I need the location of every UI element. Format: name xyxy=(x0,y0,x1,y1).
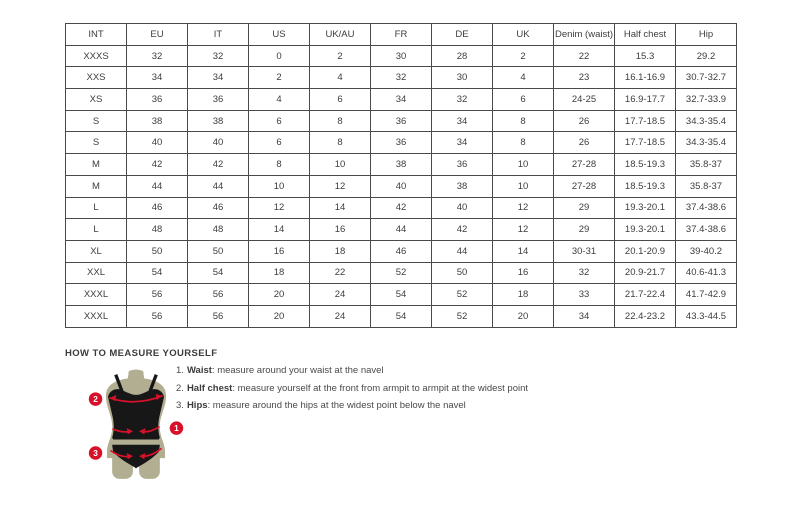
table-cell: 29.2 xyxy=(676,45,737,67)
table-cell: 21.7-22.4 xyxy=(615,284,676,306)
table-cell: 44 xyxy=(127,175,188,197)
table-cell: 30 xyxy=(371,45,432,67)
table-cell: 26 xyxy=(554,110,615,132)
table-cell: 24 xyxy=(310,284,371,306)
table-cell: 16 xyxy=(249,240,310,262)
table-cell: 20 xyxy=(493,305,554,327)
table-cell: 46 xyxy=(188,197,249,219)
table-cell: 26 xyxy=(554,132,615,154)
table-cell: 8 xyxy=(310,132,371,154)
table-cell: XL xyxy=(66,240,127,262)
table-cell: 34 xyxy=(127,67,188,89)
table-cell: 40 xyxy=(371,175,432,197)
badge-hips-number: 3 xyxy=(93,448,98,459)
table-cell: 32 xyxy=(554,262,615,284)
step-text: : measure around the hips at the widest point below the navel xyxy=(207,400,466,412)
table-cell: 17.7-18.5 xyxy=(615,132,676,154)
table-cell: 24-25 xyxy=(554,89,615,111)
table-cell: 30-31 xyxy=(554,240,615,262)
table-cell: 34 xyxy=(554,305,615,327)
table-cell: 18 xyxy=(310,240,371,262)
table-cell: 20.1-20.9 xyxy=(615,240,676,262)
table-cell: XS xyxy=(66,89,127,111)
table-cell: XXXL xyxy=(66,305,127,327)
column-header-eu: EU xyxy=(127,24,188,46)
table-cell: 12 xyxy=(493,197,554,219)
table-cell: 10 xyxy=(249,175,310,197)
table-cell: 16 xyxy=(493,262,554,284)
table-cell: 33 xyxy=(554,284,615,306)
table-cell: 20 xyxy=(249,284,310,306)
table-cell: 22.4-23.2 xyxy=(615,305,676,327)
table-cell: 2 xyxy=(249,67,310,89)
column-header-denim-waist-: Denim (waist) xyxy=(554,24,615,46)
table-cell: 24 xyxy=(310,305,371,327)
column-header-uk-au: UK/AU xyxy=(310,24,371,46)
table-row xyxy=(66,110,737,132)
table-cell: 36 xyxy=(188,89,249,111)
table-cell: 54 xyxy=(188,262,249,284)
measure-section-title: HOW TO MEASURE YOURSELF xyxy=(65,348,218,359)
measure-step-hips xyxy=(176,400,528,418)
table-cell: 38 xyxy=(371,154,432,176)
table-cell: 34.3-35.4 xyxy=(676,132,737,154)
table-cell: XXXL xyxy=(66,284,127,306)
table-cell: 36 xyxy=(371,110,432,132)
table-cell: 29 xyxy=(554,197,615,219)
table-cell: 34 xyxy=(188,67,249,89)
table-cell: 32 xyxy=(371,67,432,89)
table-cell: 43.3-44.5 xyxy=(676,305,737,327)
table-row xyxy=(66,240,737,262)
table-cell: XXS xyxy=(66,67,127,89)
table-cell: 10 xyxy=(310,154,371,176)
table-cell: 36 xyxy=(432,154,493,176)
table-cell: 30.7-32.7 xyxy=(676,67,737,89)
table-cell: 42 xyxy=(127,154,188,176)
table-cell: 38 xyxy=(127,110,188,132)
table-cell: M xyxy=(66,154,127,176)
table-cell: 28 xyxy=(432,45,493,67)
table-cell: 40 xyxy=(127,132,188,154)
table-cell: 37.4-38.6 xyxy=(676,197,737,219)
table-cell: 16 xyxy=(310,219,371,241)
table-cell: 52 xyxy=(432,284,493,306)
table-cell: 56 xyxy=(127,284,188,306)
table-cell: S xyxy=(66,110,127,132)
table-cell: 39-40.2 xyxy=(676,240,737,262)
table-row xyxy=(66,197,737,219)
table-cell: 48 xyxy=(188,219,249,241)
table-cell: 36 xyxy=(127,89,188,111)
column-header-us: US xyxy=(249,24,310,46)
table-row xyxy=(66,67,737,89)
table-cell: 40 xyxy=(188,132,249,154)
table-cell: 8 xyxy=(310,110,371,132)
table-cell: 20.9-21.7 xyxy=(615,262,676,284)
measurement-figure xyxy=(84,369,188,481)
table-cell: 40 xyxy=(432,197,493,219)
table-cell: 4 xyxy=(249,89,310,111)
table-cell: 19.3-20.1 xyxy=(615,197,676,219)
table-cell: 14 xyxy=(249,219,310,241)
table-cell: 18 xyxy=(249,262,310,284)
table-cell: 16.9-17.7 xyxy=(615,89,676,111)
table-cell: 35.8-37 xyxy=(676,154,737,176)
column-header-half-chest: Half chest xyxy=(615,24,676,46)
table-cell: 42 xyxy=(371,197,432,219)
table-cell: 32 xyxy=(188,45,249,67)
table-cell: 35.8-37 xyxy=(676,175,737,197)
table-cell: 17.7-18.5 xyxy=(615,110,676,132)
table-cell: 4 xyxy=(493,67,554,89)
measure-steps xyxy=(176,365,528,418)
step-number: 3. xyxy=(176,400,184,412)
table-cell: 10 xyxy=(493,154,554,176)
column-header-hip: Hip xyxy=(676,24,737,46)
table-cell: 22 xyxy=(310,262,371,284)
table-cell: XXL xyxy=(66,262,127,284)
table-cell: 32.7-33.9 xyxy=(676,89,737,111)
badge-chest-number: 2 xyxy=(93,394,98,405)
table-cell: 37.4-38.6 xyxy=(676,219,737,241)
table-cell: 38 xyxy=(188,110,249,132)
table-cell: 38 xyxy=(432,175,493,197)
table-row xyxy=(66,262,737,284)
table-row xyxy=(66,89,737,111)
table-cell: 30 xyxy=(432,67,493,89)
table-cell: 14 xyxy=(310,197,371,219)
badge-waist-number: 1 xyxy=(174,423,179,434)
table-cell: 0 xyxy=(249,45,310,67)
table-cell: 8 xyxy=(493,110,554,132)
table-cell: 48 xyxy=(127,219,188,241)
table-cell: 27-28 xyxy=(554,175,615,197)
step-label: Half chest xyxy=(186,382,233,394)
table-cell: 50 xyxy=(127,240,188,262)
table-cell: 20 xyxy=(249,305,310,327)
table-row xyxy=(66,305,737,327)
table-cell: 6 xyxy=(493,89,554,111)
table-cell: 19.3-20.1 xyxy=(615,219,676,241)
step-number: 1. xyxy=(176,365,184,376)
table-cell: 6 xyxy=(249,132,310,154)
table-cell: 22 xyxy=(554,45,615,67)
table-cell: 54 xyxy=(371,284,432,306)
table-cell: 34 xyxy=(432,132,493,154)
table-cell: 36 xyxy=(371,132,432,154)
step-label: Waist xyxy=(186,365,212,376)
table-cell: 34 xyxy=(432,110,493,132)
table-cell: 6 xyxy=(310,89,371,111)
table-cell: 12 xyxy=(493,219,554,241)
table-cell: L xyxy=(66,197,127,219)
table-cell: 54 xyxy=(127,262,188,284)
size-chart-table xyxy=(65,23,737,328)
table-cell: L xyxy=(66,219,127,241)
table-cell: 56 xyxy=(188,284,249,306)
table-cell: 54 xyxy=(371,305,432,327)
table-cell: 18.5-19.3 xyxy=(615,175,676,197)
table-row xyxy=(66,45,737,67)
column-header-int: INT xyxy=(66,24,127,46)
table-row xyxy=(66,132,737,154)
table-cell: 10 xyxy=(493,175,554,197)
table-cell: XXXS xyxy=(66,45,127,67)
measure-step-half-chest xyxy=(176,383,528,401)
table-cell: 8 xyxy=(493,132,554,154)
table-cell: 40.6-41.3 xyxy=(676,262,737,284)
table-cell: 2 xyxy=(310,45,371,67)
table-cell: 42 xyxy=(188,154,249,176)
table-cell: 14 xyxy=(493,240,554,262)
table-cell: 18.5-19.3 xyxy=(615,154,676,176)
table-header-row xyxy=(66,24,737,46)
table-cell: M xyxy=(66,175,127,197)
table-cell: 4 xyxy=(310,67,371,89)
table-cell: 6 xyxy=(249,110,310,132)
column-header-de: DE xyxy=(432,24,493,46)
table-cell: 44 xyxy=(432,240,493,262)
table-cell: 50 xyxy=(188,240,249,262)
table-cell: 34.3-35.4 xyxy=(676,110,737,132)
table-cell: 23 xyxy=(554,67,615,89)
column-header-fr: FR xyxy=(371,24,432,46)
column-header-it: IT xyxy=(188,24,249,46)
table-row xyxy=(66,154,737,176)
table-cell: S xyxy=(66,132,127,154)
table-cell: 12 xyxy=(249,197,310,219)
table-cell: 27-28 xyxy=(554,154,615,176)
table-cell: 12 xyxy=(310,175,371,197)
table-cell: 41.7-42.9 xyxy=(676,284,737,306)
table-cell: 46 xyxy=(127,197,188,219)
table-cell: 44 xyxy=(188,175,249,197)
mannequin-illustration-icon xyxy=(84,369,188,481)
table-cell: 32 xyxy=(432,89,493,111)
table-cell: 16.1-16.9 xyxy=(615,67,676,89)
table-cell: 46 xyxy=(371,240,432,262)
table-row xyxy=(66,219,737,241)
step-number: 2. xyxy=(176,382,184,394)
table-cell: 34 xyxy=(371,89,432,111)
table-cell: 29 xyxy=(554,219,615,241)
table-cell: 50 xyxy=(432,262,493,284)
column-header-uk: UK xyxy=(493,24,554,46)
table-cell: 52 xyxy=(371,262,432,284)
table-cell: 18 xyxy=(493,284,554,306)
table-cell: 52 xyxy=(432,305,493,327)
table-cell: 44 xyxy=(371,219,432,241)
step-label: Hips xyxy=(186,400,208,412)
table-cell: 32 xyxy=(127,45,188,67)
table-cell: 56 xyxy=(127,305,188,327)
measure-step-waist xyxy=(176,365,528,383)
table-row xyxy=(66,284,737,306)
table-cell: 42 xyxy=(432,219,493,241)
table-row xyxy=(66,175,737,197)
table-cell: 8 xyxy=(249,154,310,176)
table-cell: 56 xyxy=(188,305,249,327)
step-text: : measure yourself at the front from armpit to armpit at the widest point xyxy=(232,382,529,394)
step-text: : measure around your waist at the navel xyxy=(211,365,384,376)
table-cell: 15.3 xyxy=(615,45,676,67)
table-cell: 2 xyxy=(493,45,554,67)
